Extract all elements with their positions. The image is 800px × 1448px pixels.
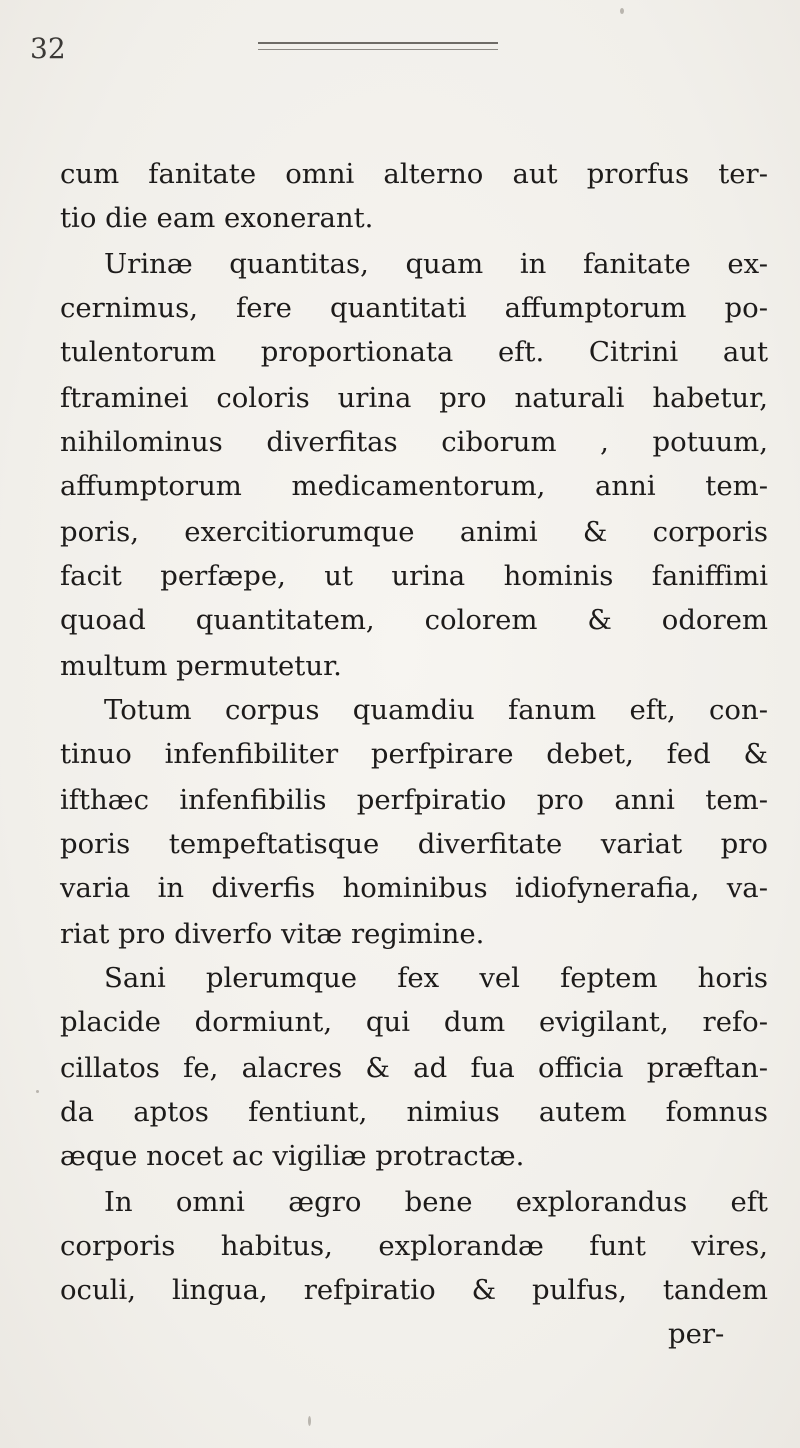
text-line-content: tio die eam exonerant. [60, 202, 374, 234]
text-line-content: tinuo infenfibiliter perfpirare debet, fed & [60, 738, 768, 770]
text-line-content: facit perfæpe, ut urina hominis faniffimi [60, 560, 768, 592]
text-line-content: varia in diverfis hominibus idiofynerafia, va- [60, 872, 768, 904]
paper-speck [620, 8, 624, 14]
text-line-content: Urinæ quantitas, quam in fanitate ex- [104, 248, 768, 280]
text-line-content: ftraminei coloris urina pro naturali habetur, [60, 382, 768, 414]
text-line-content: cernimus, fere quantitati affumptorum po- [60, 292, 768, 324]
text-line-content: cum fanitate omni alterno aut prorfus ter- [60, 158, 768, 190]
catchword: per- [668, 1318, 725, 1350]
header-rule-thin [258, 49, 498, 50]
text-line-content: multum permutetur. [60, 650, 342, 682]
text-line-content: In omni ægro bene explorandus eft [104, 1186, 768, 1218]
text-line-content: nihilominus diverfitas ciborum , potuum, [60, 426, 768, 458]
text-line-content: cillatos fe, alacres & ad fua officia præftan- [60, 1052, 768, 1084]
text-line-content: tulentorum proportionata eft. Citrini aut [60, 336, 768, 368]
text-line-content: Sani plerumque fex vel feptem horis [104, 962, 768, 994]
text-line-content: Totum corpus quamdiu fanum eft, con- [104, 694, 768, 726]
text-line-content: poris tempeftatisque diverfitate variat pro [60, 828, 768, 860]
paper-speck [308, 1416, 311, 1426]
text-line-content: riat pro diverfo vitæ regimine. [60, 918, 485, 950]
paper-speck [36, 1090, 39, 1093]
text-line-content: placide dormiunt, qui dum evigilant, refo- [60, 1006, 768, 1038]
text-line-content: affumptorum medicamentorum, anni tem- [60, 470, 768, 502]
text-line-content: oculi, lingua, refpiratio & pulfus, tandem [60, 1274, 768, 1306]
text-line-content: ifthæc infenfibilis perfpiratio pro anni tem- [60, 784, 768, 816]
page-number: 32 [30, 32, 66, 65]
text-line-content: da aptos fentiunt, nimius autem fomnus [60, 1096, 768, 1128]
text-line-content: corporis habitus, explorandæ funt vires, [60, 1230, 768, 1262]
text-line-content: poris, exercitiorumque animi & corporis [60, 516, 768, 548]
header-rule [258, 42, 498, 44]
text-line-content: quoad quantitatem, colorem & odorem [60, 604, 768, 636]
text-line-content: æque nocet ac vigiliæ protractæ. [60, 1140, 525, 1172]
